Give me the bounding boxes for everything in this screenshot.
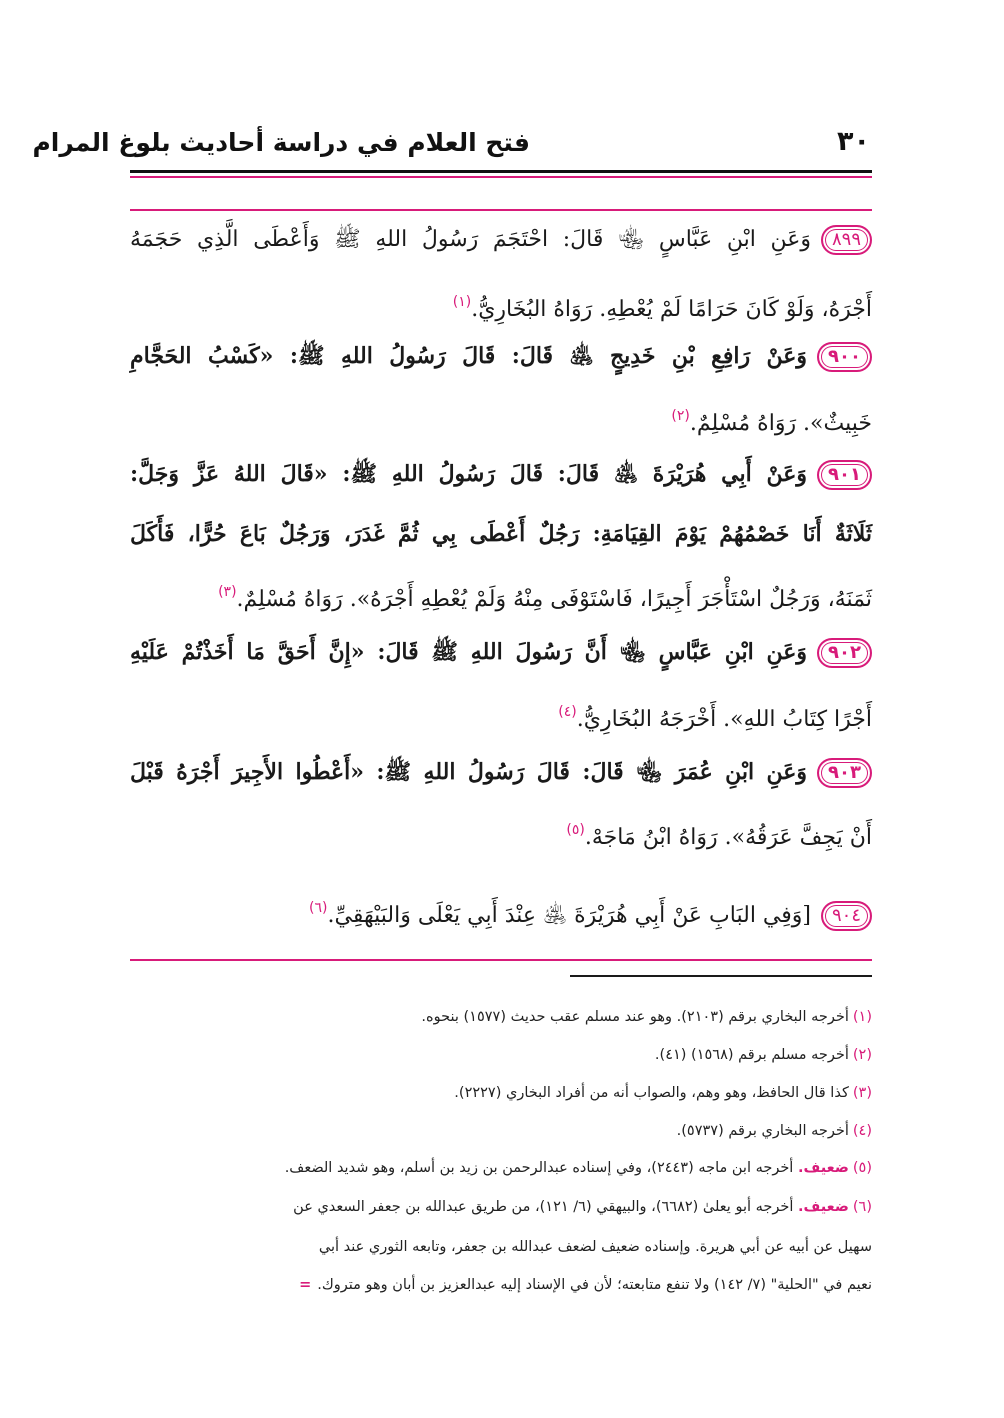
footnote-6-continued-line-1: سهيل عن أبيه عن أبي هريرة. وإسناده ضعيف لضعف عبدالله بن جعفر، وتابعه الثوري عند أبي <box>318 1239 872 1255</box>
hadith-904-line-1: ٩٠٤[وَفِي البَابِ عَنْ أَبِي هُرَيْرَةَ ﵁ عِنْدَ أَبِي يَعْلَى وَالبَيْهَقِيِّ.$^{(٦)}$ <box>130 886 872 930</box>
footnote-separator <box>570 975 872 977</box>
body-top-rule <box>130 209 872 211</box>
hadith-903-line-1: ٩٠٣وَعَنِ ابْنِ عُمَرَ ﵄ قَالَ: قَالَ رَسُولُ اللهِ ﷺ: «أَعْطُوا الأَجِيرَ أَجْرَهُ قَبْلَ <box>130 750 872 794</box>
continuation-mark: = <box>299 1277 312 1293</box>
hadith-number-badge: ٩٠٣ <box>817 758 872 788</box>
hadith-number-badge: ٩٠١ <box>817 460 872 490</box>
body-bottom-rule <box>130 959 872 961</box>
footnote-2: (٢)أخرجه مسلم برقم (١٥٦٨) (٤١). <box>654 1047 872 1063</box>
footnote-4: (٤)أخرجه البخاري برقم (٥٧٣٧). <box>676 1123 872 1139</box>
hadith-899-line-1: ٨٩٩وَعَنِ ابْنِ عَبَّاسٍ ﵄ قَالَ: احْتَجَمَ رَسُولُ اللهِ ﷺ وَأَعْطَى الَّذِي حَجَمَهُ <box>130 218 872 262</box>
footnote-ref: (٥) <box>566 822 585 838</box>
hadith-902-line-1: ٩٠٢وَعَنِ ابْنِ عَبَّاسٍ ﵄ أَنَّ رَسُولَ اللهِ ﷺ قَالَ: «إِنَّ أَحَقَّ مَا أَخَذْتُمْ عَلَيْهِ <box>130 630 872 674</box>
footnote-ref: (٢) <box>671 408 690 424</box>
footnote-5: (٥)ضعيف. أخرجه ابن ماجه (٢٤٤٣)، وفي إسناده عبدالرحمن بن زيد بن أسلم، وهو شديد الضعف. <box>284 1160 872 1176</box>
hadith-number-badge: ٨٩٩ <box>821 225 872 255</box>
header-rule-pink <box>130 176 872 178</box>
hadith-901-line-3: ثَمَنَهُ، وَرَجُلٌ اسْتَأْجَرَ أَجِيرًا، فَاسْتَوْفَى مِنْهُ وَلَمْ يُعْطِهِ أَجْرَهُ». رَوَاهُ مُسْلِمٌ.$^{(٣)}$ <box>218 584 872 612</box>
hadith-number-badge: ٩٠٢ <box>817 638 872 668</box>
footnote-ref: (١) <box>452 294 472 310</box>
hadith-901-line-2: ثَلَاثَةٌ أَنَا خَصْمُهُمْ يَوْمَ القِيَامَةِ: رَجُلٌ أَعْطَى بِي ثُمَّ غَدَرَ، وَرَجُلٌ بَاعَ حُرًّا، فَأَكَلَ <box>130 521 872 547</box>
footnote-ref: (٦) <box>309 900 328 916</box>
page-number: ٣٠ <box>837 126 870 157</box>
footnote-6: (٦)ضعيف. أخرجه أبو يعلىٰ (٦٦٨٢)، والبيهقي (٦/ ١٢١)، من طريق عبدالله بن جعفر السعدي عن <box>293 1199 872 1215</box>
hadith-901-line-1: ٩٠١وَعَنْ أَبِي هُرَيْرَةَ ﵁ قَالَ: قَالَ رَسُولُ اللهِ ﷺ: «قَالَ اللهُ عَزَّ وَجَلَّ: <box>130 452 872 496</box>
header-rule <box>130 170 872 173</box>
footnote-6-continued-line-2: نعيم في "الحلية" (٧/ ١٤٢) ولا تنفع متابعته؛ لأن في الإسناد إليه عبدالعزيز بن أبان وهو متروك.= <box>299 1277 872 1293</box>
hadith-903-line-2: أَنْ يَجِفَّ عَرَقُهُ». رَوَاهُ ابْنُ مَاجَهْ.$^{(٥)}$ <box>566 822 872 850</box>
weak-grade-label: ضعيف. <box>797 1199 849 1215</box>
hadith-number-badge: ٩٠٠ <box>817 342 872 372</box>
running-header-title: فتح العلام في دراسة أحاديث بلوغ المرام <box>32 128 530 157</box>
hadith-900-line-1: ٩٠٠وَعَنْ رَافِعِ بْنِ خَدِيجٍ ﵁ قَالَ: قَالَ رَسُولُ اللهِ ﷺ: «كَسْبُ الحَجَّامِ <box>130 334 872 378</box>
hadith-899-line-2: أَجْرَهُ، وَلَوْ كَانَ حَرَامًا لَمْ يُعْطِهِ. رَوَاهُ البُخَارِيُّ.$^{(١)}$ <box>452 294 872 322</box>
footnote-1: (١)أخرجه البخاري برقم (٢١٠٣). وهو عند مسلم عقب حديث (١٥٧٧) بنحوه. <box>421 1009 872 1025</box>
hadith-902-line-2: أَجْرًا كِتَابُ اللهِ». أَخْرَجَهُ البُخَارِيُّ.$^{(٤)}$ <box>558 704 872 732</box>
footnote-ref: (٤) <box>558 704 577 720</box>
hadith-900-line-2: خَبِيثٌ». رَوَاهُ مُسْلِمٌ.$^{(٢)}$ <box>671 408 872 436</box>
weak-grade-label: ضعيف. <box>797 1160 849 1176</box>
footnote-ref: (٣) <box>218 584 237 600</box>
hadith-number-badge: ٩٠٤ <box>821 901 872 931</box>
footnote-3: (٣)كذا قال الحافظ، وهو وهم، والصواب أنه من أفراد البخاري (٢٢٢٧). <box>454 1085 872 1101</box>
